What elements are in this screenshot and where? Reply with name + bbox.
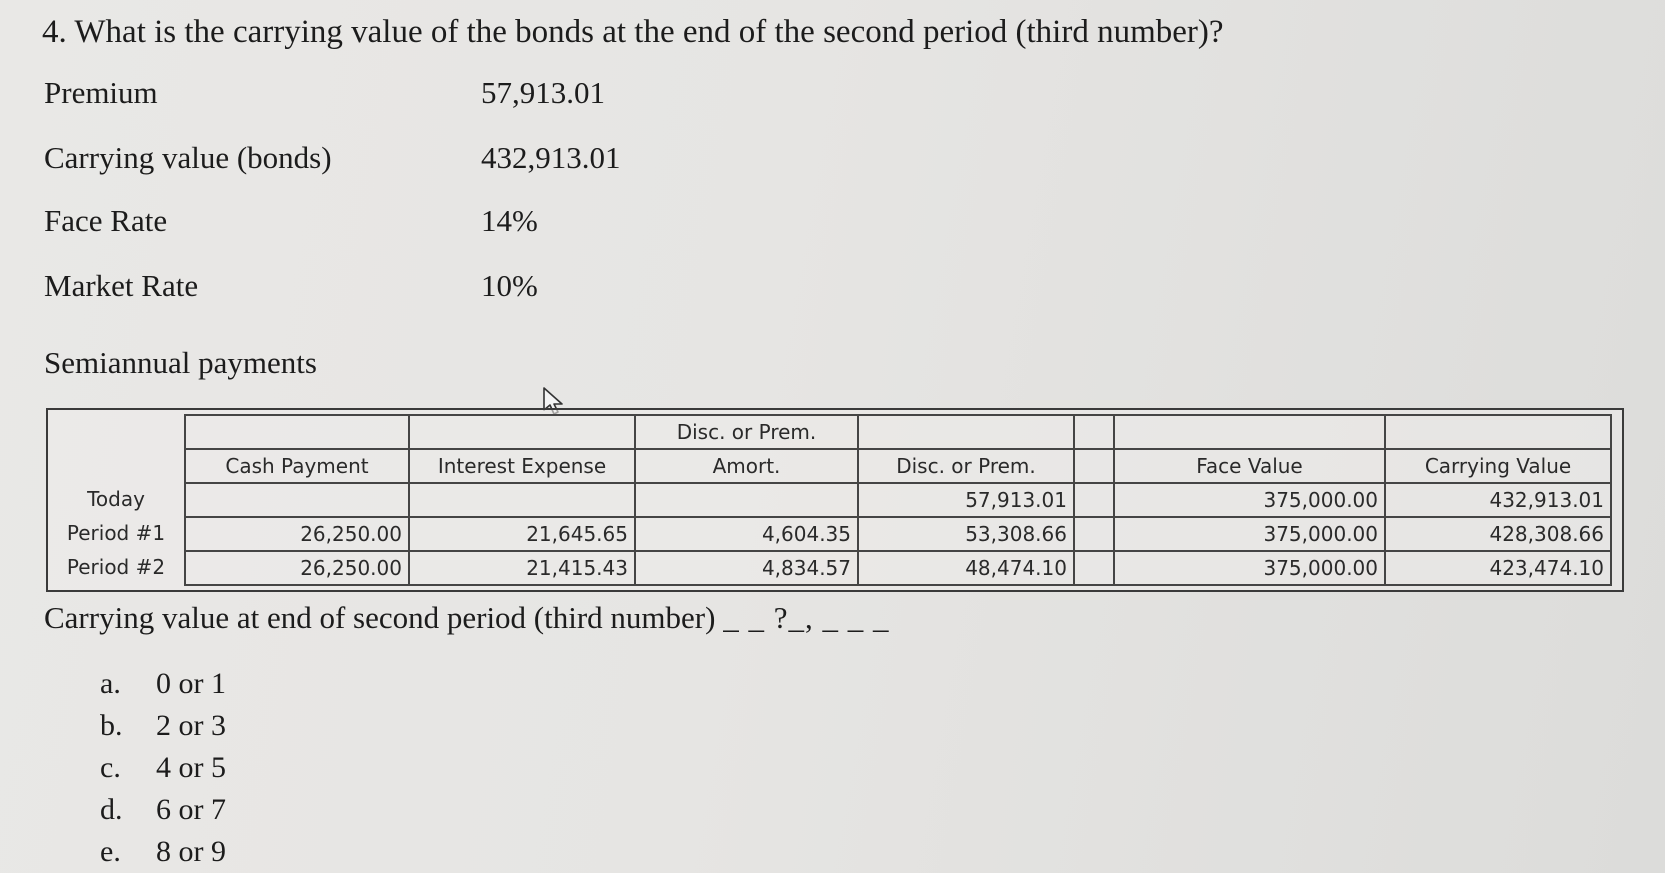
given-label: Face Rate — [44, 203, 168, 238]
cell-carrying: 423,474.10 — [1385, 551, 1611, 585]
cell-interest: 21,645.65 — [409, 517, 635, 551]
header-amort-line2: Amort. — [635, 449, 858, 483]
choice-c[interactable] — [100, 747, 226, 789]
cell-amort: 4,834.57 — [635, 551, 858, 585]
given-label: Carrying value (bonds) — [44, 140, 332, 175]
cell-spacer — [1074, 483, 1114, 517]
fill-in-text: Carrying value at end of second period (third number) — [44, 600, 716, 635]
header-cash-payment: Cash Payment — [185, 449, 409, 483]
header-amort-line1: Disc. or Prem. — [635, 415, 858, 449]
header-cell — [185, 415, 409, 449]
table-header-row-1 — [185, 415, 1611, 449]
header-cell — [1385, 415, 1611, 449]
table-row-period-1 — [185, 517, 1611, 551]
cell-face: 375,000.00 — [1114, 551, 1385, 585]
choice-text: 0 or 1 — [156, 667, 226, 700]
amortization-table — [184, 414, 1612, 586]
row-label-period-1: Period #1 — [66, 521, 166, 545]
choice-text: 8 or 9 — [156, 835, 226, 868]
header-spacer-cell — [1074, 449, 1114, 483]
choice-text: 4 or 5 — [156, 751, 226, 784]
row-label-period-2: Period #2 — [66, 555, 166, 579]
header-interest-expense: Interest Expense — [409, 449, 635, 483]
given-value: 432,913.01 — [481, 140, 621, 175]
choice-d[interactable] — [100, 789, 226, 831]
cell-cash — [185, 483, 409, 517]
table-header-row-2 — [185, 449, 1611, 483]
cell-cash: 26,250.00 — [185, 551, 409, 585]
cell-face: 375,000.00 — [1114, 517, 1385, 551]
cell-carrying: 428,308.66 — [1385, 517, 1611, 551]
answer-choices — [100, 663, 226, 873]
choice-letter: d. — [100, 793, 123, 826]
header-face-value: Face Value — [1114, 449, 1385, 483]
choice-letter: c. — [100, 751, 121, 784]
cell-carrying: 432,913.01 — [1385, 483, 1611, 517]
fill-in-blank: _ _ ?_, _ _ _ — [723, 600, 890, 635]
amortization-table-frame — [46, 408, 1624, 592]
given-label: Premium — [44, 75, 158, 110]
table-row-today — [185, 483, 1611, 517]
cell-cash: 26,250.00 — [185, 517, 409, 551]
question-text: 4. What is the carrying value of the bonds at the end of the second period (third number)? — [42, 14, 1224, 50]
fill-in-prompt — [44, 600, 889, 636]
header-cell — [858, 415, 1074, 449]
header-disc-prem: Disc. or Prem. — [858, 449, 1074, 483]
given-value: 57,913.01 — [481, 75, 605, 110]
choice-b[interactable] — [100, 705, 226, 747]
semiannual-label: Semiannual payments — [44, 345, 317, 380]
row-label-today: Today — [87, 487, 145, 511]
row-label-blank — [48, 414, 184, 448]
cell-face: 375,000.00 — [1114, 483, 1385, 517]
cell-interest: 21,415.43 — [409, 551, 635, 585]
row-label-blank — [48, 448, 184, 482]
choice-e[interactable] — [100, 831, 226, 873]
table-row-period-2 — [185, 551, 1611, 585]
cell-amort: 4,604.35 — [635, 517, 858, 551]
cell-amort — [635, 483, 858, 517]
choice-letter: b. — [100, 709, 123, 742]
header-spacer-cell — [1074, 415, 1114, 449]
cell-disc: 53,308.66 — [858, 517, 1074, 551]
cell-disc: 48,474.10 — [858, 551, 1074, 585]
choice-text: 2 or 3 — [156, 709, 226, 742]
choice-letter: e. — [100, 835, 121, 868]
row-labels — [48, 414, 184, 584]
cell-spacer — [1074, 551, 1114, 585]
header-cell — [1114, 415, 1385, 449]
cell-interest — [409, 483, 635, 517]
given-label: Market Rate — [44, 268, 199, 303]
cell-disc: 57,913.01 — [858, 483, 1074, 517]
given-value: 10% — [481, 268, 538, 303]
choice-letter: a. — [100, 667, 121, 700]
header-cell — [409, 415, 635, 449]
given-value: 14% — [481, 203, 538, 238]
choice-a[interactable] — [100, 663, 226, 705]
choice-text: 6 or 7 — [156, 793, 226, 826]
cell-spacer — [1074, 517, 1114, 551]
header-carrying-value: Carrying Value — [1385, 449, 1611, 483]
